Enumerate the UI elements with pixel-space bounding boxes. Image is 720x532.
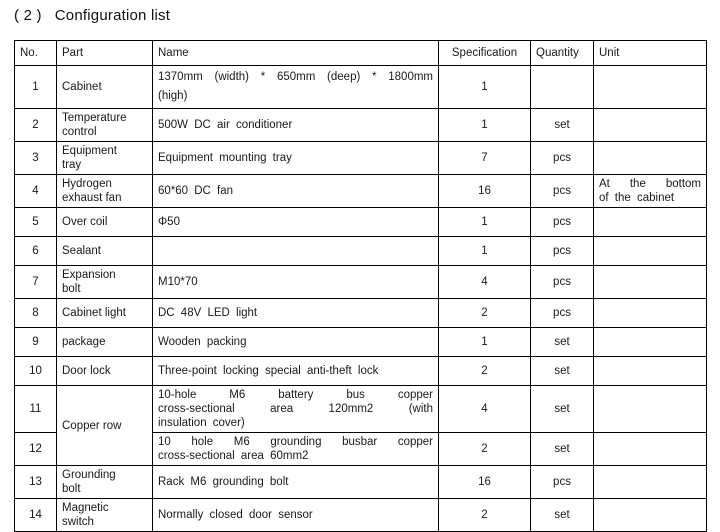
table-row	[15, 466, 707, 499]
cell-spec: 7	[439, 142, 531, 175]
cell-qty: pcs	[531, 237, 594, 266]
cell-spec: 1	[439, 237, 531, 266]
cell-part: package	[57, 328, 153, 357]
cell-unit	[594, 499, 707, 532]
cell-unit	[594, 466, 707, 499]
cell-qty: pcs	[531, 142, 594, 175]
table-row	[15, 328, 707, 357]
table-row	[15, 109, 707, 142]
column-header-unit: Unit	[594, 41, 707, 66]
table-row	[15, 299, 707, 328]
cell-name: 10 hole M6 grounding busbar copper cross-sectional area 60mm2	[153, 433, 439, 466]
cell-spec: 4	[439, 266, 531, 299]
cell-part: Door lock	[57, 357, 153, 386]
cell-name: 10-hole M6 battery bus copper cross-sectional area 120mm2 (with insulation cover)	[153, 386, 439, 433]
cell-no: 8	[15, 299, 57, 328]
cell-part: Magnetic switch	[57, 499, 153, 532]
cell-qty: set	[531, 386, 594, 433]
cell-unit	[594, 142, 707, 175]
cell-no: 4	[15, 175, 57, 208]
cell-no: 3	[15, 142, 57, 175]
cell-no: 12	[15, 433, 57, 466]
cell-qty: pcs	[531, 266, 594, 299]
table-row	[15, 208, 707, 237]
cell-qty: pcs	[531, 208, 594, 237]
cell-spec: 16	[439, 175, 531, 208]
cell-unit: At the bottom of the cabinet	[594, 175, 707, 208]
cell-unit	[594, 299, 707, 328]
cell-unit	[594, 109, 707, 142]
column-header-name: Name	[153, 41, 439, 66]
cell-no: 10	[15, 357, 57, 386]
cell-spec: 2	[439, 433, 531, 466]
cell-qty: set	[531, 328, 594, 357]
table-row	[15, 386, 707, 433]
cell-no: 5	[15, 208, 57, 237]
cell-qty: set	[531, 357, 594, 386]
column-header-qty: Quantity	[531, 41, 594, 66]
cell-name: 1370mm (width) * 650mm (deep) * 1800mm (high)	[153, 66, 439, 109]
cell-name: Equipment mounting tray	[153, 142, 439, 175]
cell-name: Rack M6 grounding bolt	[153, 466, 439, 499]
cell-name: Three-point locking special anti-theft lock	[153, 357, 439, 386]
cell-name: 500W DC air conditioner	[153, 109, 439, 142]
cell-unit	[594, 208, 707, 237]
column-header-no: No.	[15, 41, 57, 66]
cell-part: Sealant	[57, 237, 153, 266]
cell-unit	[594, 266, 707, 299]
cell-unit	[594, 237, 707, 266]
cell-qty: pcs	[531, 466, 594, 499]
cell-no: 13	[15, 466, 57, 499]
configuration-table	[14, 40, 707, 532]
cell-name	[153, 237, 439, 266]
cell-spec: 1	[439, 66, 531, 109]
cell-part: Cabinet light	[57, 299, 153, 328]
cell-spec: 1	[439, 328, 531, 357]
cell-no: 1	[15, 66, 57, 109]
cell-qty: pcs	[531, 175, 594, 208]
table-row	[15, 499, 707, 532]
table-row	[15, 237, 707, 266]
cell-spec: 2	[439, 299, 531, 328]
table-row	[15, 266, 707, 299]
cell-spec: 16	[439, 466, 531, 499]
cell-name: Wooden packing	[153, 328, 439, 357]
cell-no: 14	[15, 499, 57, 532]
cell-qty: set	[531, 109, 594, 142]
cell-name: Normally closed door sensor	[153, 499, 439, 532]
cell-part: Grounding bolt	[57, 466, 153, 499]
cell-qty: set	[531, 433, 594, 466]
cell-spec: 4	[439, 386, 531, 433]
cell-unit	[594, 386, 707, 433]
table-row	[15, 66, 707, 109]
column-header-spec: Specification	[439, 41, 531, 66]
cell-part: Cabinet	[57, 66, 153, 109]
cell-name: 60*60 DC fan	[153, 175, 439, 208]
cell-part: Equipment tray	[57, 142, 153, 175]
cell-part: Hydrogen exhaust fan	[57, 175, 153, 208]
cell-name: M10*70	[153, 266, 439, 299]
cell-no: 9	[15, 328, 57, 357]
cell-qty: set	[531, 499, 594, 532]
table-row	[15, 357, 707, 386]
cell-part: Temperature control	[57, 109, 153, 142]
column-header-part: Part	[57, 41, 153, 66]
cell-no: 6	[15, 237, 57, 266]
cell-no: 11	[15, 386, 57, 433]
header-row	[15, 41, 707, 66]
table-body	[15, 66, 707, 532]
cell-unit	[594, 328, 707, 357]
cell-qty: pcs	[531, 299, 594, 328]
cell-spec: 2	[439, 357, 531, 386]
table-header-row	[15, 41, 707, 66]
cell-part: Copper row	[57, 386, 153, 466]
cell-qty	[531, 66, 594, 109]
cell-unit	[594, 66, 707, 109]
cell-no: 2	[15, 109, 57, 142]
cell-spec: 2	[439, 499, 531, 532]
cell-unit	[594, 433, 707, 466]
cell-part: Expansion bolt	[57, 266, 153, 299]
cell-spec: 1	[439, 208, 531, 237]
cell-spec: 1	[439, 109, 531, 142]
cell-name: Φ50	[153, 208, 439, 237]
page-title: ( 2 ) Configuration list	[14, 7, 171, 24]
table-row	[15, 142, 707, 175]
cell-unit	[594, 357, 707, 386]
cell-no: 7	[15, 266, 57, 299]
cell-name: DC 48V LED light	[153, 299, 439, 328]
cell-part: Over coil	[57, 208, 153, 237]
table-row	[15, 175, 707, 208]
